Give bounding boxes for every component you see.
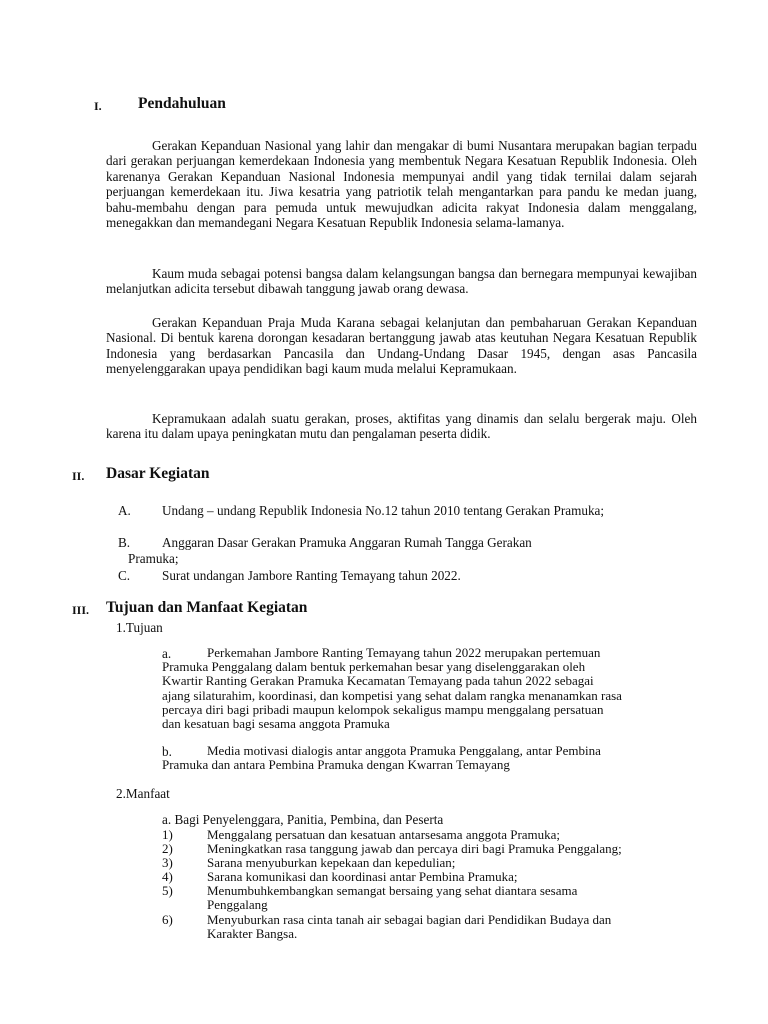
- manfaat-item-3-label: 3): [162, 855, 173, 870]
- dasar-item-b-continuation: Pramuka;: [128, 551, 179, 566]
- manfaat-item-1-text: Menggalang persatuan dan kesatuan antarsesama anggota Pramuka;: [207, 827, 561, 842]
- tujuan-item-a-text: Perkemahan Jambore Ranting Temayang tahun 2022 merupakan pertemuan Pramuka Penggalang dalam bentuk perkemahan besar yang diselenggarakan oleh Kwartir Ranting Gerakan Pramuka Kecamatan Temayang pada tahun 2022 sebagai ajang silaturahim, koordinasi, dan kompetisi yang sehat dalam rangka menanamkan rasa percaya diri bagi pribadi maupun kelompok sekaligus mampu menggalang persatuan dan kesatuan bagi sesama anggota Pramuka: [162, 645, 622, 732]
- section-2-title: Dasar Kegiatan: [106, 465, 210, 482]
- manfaat-item-2-text: Meningkatkan rasa tanggung jawab dan percaya diri bagi Pramuka Penggalang;: [207, 841, 622, 856]
- dasar-item-a-text: Undang – undang Republik Indonesia No.12 tahun 2010 tentang Gerakan Pramuka;: [162, 503, 605, 518]
- section-3-number: III.: [72, 603, 90, 617]
- section-1-number: I.: [94, 99, 102, 113]
- section-1-paragraph-3: Gerakan Kepanduan Praja Muda Karana sebagai kelanjutan dan pembaharuan Gerakan Kepanduan Nasional. Di bentuk karena dorongan kesadaran bertanggung jawab atas keutuhan Negara Kesatuan Republik Indonesia yang berdasarkan Pancasila dan Undang-Undang Dasar 1945, dengan asas Pancasila menyelenggarakan upaya pendidikan bagi kaum muda melalui Kepramukaan.: [106, 315, 697, 377]
- manfaat-item-1-label: 1): [162, 827, 173, 842]
- dasar-item-c-text: Surat undangan Jambore Ranting Temayang tahun 2022.: [162, 568, 461, 583]
- manfaat-item-6-text: Menyuburkan rasa cinta tanah air sebagai bagian dari Pendidikan Budaya dan Karakter Bangsa.: [207, 912, 612, 942]
- tujuan-item-b-label: b.: [162, 744, 172, 759]
- manfaat-item-5-text: Menumbuhkembangkan semangat bersaing yang sehat diantara sesama Penggalang: [207, 883, 578, 913]
- tujuan-item-b-text: Media motivasi dialogis antar anggota Pramuka Penggalang, antar Pembina Pramuka dan antara Pembina Pramuka dengan Kwarran Temayang: [162, 743, 601, 773]
- tujuan-heading: 1.Tujuan: [116, 620, 163, 635]
- manfaat-sub-heading: a. Bagi Penyelenggara, Panitia, Pembina, dan Peserta: [162, 812, 444, 827]
- manfaat-heading: 2.Manfaat: [116, 786, 170, 801]
- dasar-item-b-label: B.: [118, 535, 131, 550]
- manfaat-item-4-label: 4): [162, 869, 173, 884]
- section-1-title: Pendahuluan: [138, 95, 226, 112]
- manfaat-item-5-label: 5): [162, 883, 173, 898]
- manfaat-item-2-label: 2): [162, 841, 173, 856]
- tujuan-item-a-label: a.: [162, 646, 172, 661]
- section-1-paragraph-4: Kepramukaan adalah suatu gerakan, proses, aktifitas yang dinamis dan selalu bergerak maju. Oleh karena itu dalam upaya peningkatan mutu dan pengalaman peserta didik.: [106, 411, 697, 442]
- manfaat-item-3-text: Sarana menyuburkan kepekaan dan kepedulian;: [207, 855, 456, 870]
- manfaat-item-6-label: 6): [162, 912, 173, 927]
- dasar-item-a-label: A.: [118, 503, 131, 518]
- dasar-item-c-label: C.: [118, 568, 131, 583]
- section-2-number: II.: [72, 469, 85, 483]
- section-1-paragraph-1: Gerakan Kepanduan Nasional yang lahir dan mengakar di bumi Nusantara merupakan bagian terpadu dari gerakan perjuangan kemerdekaan Indonesia yang membentuk Negara Kesatuan Republik Indonesia. Oleh karenanya Gerakan Kepanduan Nasional Indonesia mempunyai andil yang tidak ternilai dalam sejarah perjuangan kemerdekaan itu. Jiwa kesatria yang patriotik telah mengantarkan para pandu ke medan juang, bahu-membahu dengan para pemuda untuk mewujudkan adicita rakyat Indonesia dalam menggalang, menegakkan dan memandegani Negara Kesatuan Republik Indonesia selama-lamanya.: [106, 138, 697, 231]
- dasar-item-b-text: Anggaran Dasar Gerakan Pramuka Anggaran Rumah Tangga Gerakan: [162, 535, 532, 550]
- section-3-title: Tujuan dan Manfaat Kegiatan: [106, 599, 308, 616]
- section-1-paragraph-2: Kaum muda sebagai potensi bangsa dalam kelangsungan bangsa dan bernegara mempunyai kewajiban melanjutkan adicita tersebut dibawah tanggung jawab orang dewasa.: [106, 266, 697, 297]
- manfaat-item-4-text: Sarana komunikasi dan koordinasi antar Pembina Pramuka;: [207, 869, 518, 884]
